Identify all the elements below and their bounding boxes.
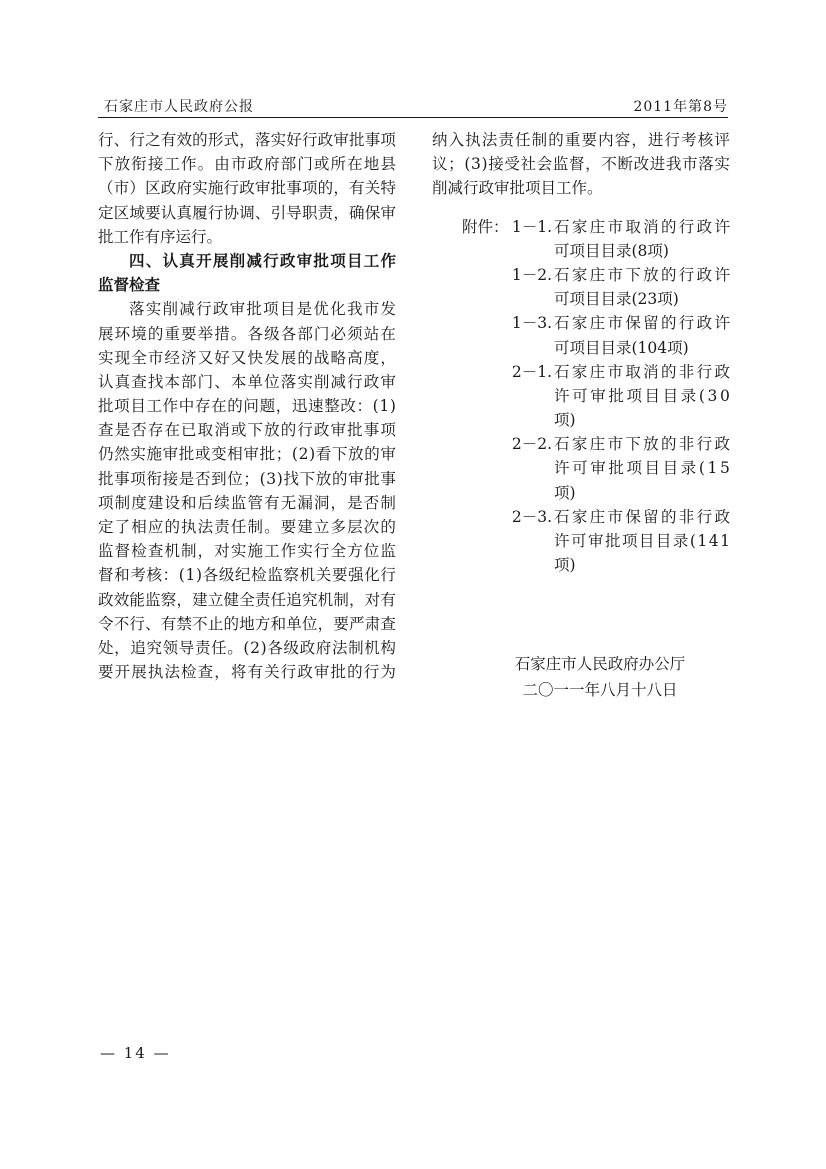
body-text-line: 项 制 度 建 设 和 后 续 监 管 有 无 漏 洞 ， 是 否 制 [98, 493, 396, 512]
journal-title: 石家庄市人民政府公报 [104, 99, 254, 115]
attachment-item [432, 553, 730, 577]
issue-number: 2011年第8号 [633, 99, 728, 115]
body-text-line: 批工作有序运行。 [98, 227, 223, 246]
attachment-item [432, 408, 730, 432]
attachment-title: 石 家 庄 市 下 放 的 行 政 许 [554, 265, 730, 284]
body-text-line: 查 是 否 存 在 已 取 消 或 下 放 的 行 政 审 批 事 项 [98, 421, 396, 440]
attachment-item [432, 311, 730, 335]
attachment-item [432, 505, 730, 529]
running-header [98, 94, 728, 116]
page-number: — 14 — [100, 1044, 171, 1062]
body-text-line: 下 放 衔 接 工 作 。 由 市 政 府 部 门 或 所 在 地 县 [98, 155, 396, 174]
attachment-number: 2－1. [511, 362, 552, 381]
attachment-title: 项) [554, 556, 576, 575]
attachment-item [432, 432, 730, 456]
attachment-number: 2－3. [511, 507, 552, 526]
section-heading-line: 四 、 认 真 开 展 削 减 行 政 审 批 项 目 工 作 [129, 251, 396, 270]
body-text-line: 令 不 行 、 有 禁 不 止 的 地 方 和 单 位 ， 要 严 肃 查 [98, 614, 396, 633]
body-text-line: 削减行政审批项目工作。 [432, 179, 603, 198]
attachment-item [432, 384, 730, 408]
body-text-line: 要 开 展 执 法 检 查 ， 将 有 关 行 政 审 批 的 行 为 [98, 663, 396, 682]
body-text-line: 批 事 项 衔 接 是 否 到 位 ； ( 3 ) 找 下 放 的 审 批 事 [98, 469, 396, 488]
body-text-line: 行 、 行 之 有 效 的 形 式 ， 落 实 好 行 政 审 批 事 项 [98, 131, 396, 149]
attachment-number: 1－1. [511, 217, 552, 236]
body-text-line: （ 市 ） 区 政 府 实 施 行 政 审 批 事 项 的 ， 有 关 特 [98, 179, 396, 198]
attachment-title: 石 家 庄 市 保 留 的 非 行 政 [554, 507, 730, 526]
attachment-item [432, 287, 730, 311]
issue-date: 二〇一一年八月十八日 [522, 681, 678, 699]
attachment-item [432, 239, 730, 263]
attachment-title: 石 家 庄 市 保 留 的 行 政 许 [554, 314, 730, 333]
attachment-item [432, 456, 730, 480]
attachment-number: 1－3. [511, 314, 552, 333]
attachment-item [432, 360, 730, 384]
left-column [98, 128, 396, 684]
attachment-item [432, 481, 730, 505]
body-text-line: 落 实 削 减 行 政 审 批 项 目 是 优 化 我 市 发 [129, 300, 396, 319]
attachment-title: 可项目目录(23项) [554, 290, 679, 309]
body-text-line: 实 现 全 市 经 济 又 好 又 快 发 展 的 战 略 高 度 ， [98, 348, 396, 367]
body-text-line: 督 和 考 核 ： ( 1 ) 各 级 纪 检 监 察 机 关 要 强 化 行 [98, 566, 396, 585]
body-text-line: 纳 入 执 法 责 任 制 的 重 要 内 容 ， 进 行 考 核 评 [432, 131, 730, 149]
attachment-item [432, 263, 730, 287]
body-text-line: 定 了 相 应 的 执 法 责 任 制 。 要 建 立 多 层 次 的 [98, 518, 396, 536]
issuing-office: 石家庄市人民政府办公厅 [514, 655, 686, 673]
attachment-number: 1－2. [511, 265, 552, 284]
section-heading-line: 监督检查 [98, 276, 161, 295]
attachment-title: 石 家 庄 市 取 消 的 非 行 政 [554, 362, 730, 381]
attachment-item [432, 529, 730, 553]
body-text-line: 政 效 能 监 察 ， 建 立 健 全 责 任 追 究 机 制 ， 对 有 [98, 590, 396, 609]
attachment-number: 2－2. [511, 435, 552, 454]
body-text-line: 批 项 目 工 作 中 存 在 的 问 题 ， 迅 速 整 改 ： ( 1 ) [98, 397, 396, 416]
attachment-title: 许 可 审 批 项 目 目 录 ( 3 0 [554, 386, 730, 405]
attachment-item [432, 215, 730, 239]
header-rule [98, 117, 728, 118]
body-text-line: 定 区 域 要 认 真 履 行 协 调 、 引 导 职 责 ， 确 保 审 [98, 203, 396, 222]
attachment-title: 可项目目录(104项) [554, 338, 689, 357]
body-text-line: 议 ； ( 3 ) 接 受 社 会 监 督 ， 不 断 改 进 我 市 落 实 [432, 155, 730, 174]
attachment-title: 石 家 庄 市 下 放 的 非 行 政 [554, 435, 730, 454]
attachment-list [432, 215, 730, 578]
body-text-line: 监 督 检 查 机 制 ， 对 实 施 工 作 实 行 全 方 位 监 [98, 542, 396, 561]
attachment-title: 石 家 庄 市 取 消 的 行 政 许 [554, 217, 730, 236]
attachment-title: 项) [554, 483, 576, 502]
attachment-title: 项) [554, 411, 576, 430]
attachment-title: 许 可 审 批 项 目 目 录 ( 1 4 1 [554, 532, 730, 550]
body-text-line: 展 环 境 的 重 要 举 措 。 各 级 各 部 门 必 须 站 在 [98, 324, 396, 343]
attachment-label: 附件： [462, 217, 509, 236]
closing-paragraph [432, 128, 730, 201]
attachment-item [432, 336, 730, 360]
right-column [432, 128, 730, 577]
body-text-line: 仍 然 实 施 审 批 或 变 相 审 批 ； ( 2 ) 看 下 放 的 审 [98, 445, 396, 464]
attachment-title: 许 可 审 批 项 目 目 录 ( 1 5 [554, 459, 730, 478]
attachment-title: 可项目目录(8项) [554, 241, 669, 260]
body-text-line: 认 真 查 找 本 部 门 、 本 单 位 落 实 削 减 行 政 审 [98, 372, 396, 391]
body-text-line: 处 ， 追 究 领 导 责 任 。 ( 2 ) 各 级 政 府 法 制 机 构 [98, 638, 396, 657]
